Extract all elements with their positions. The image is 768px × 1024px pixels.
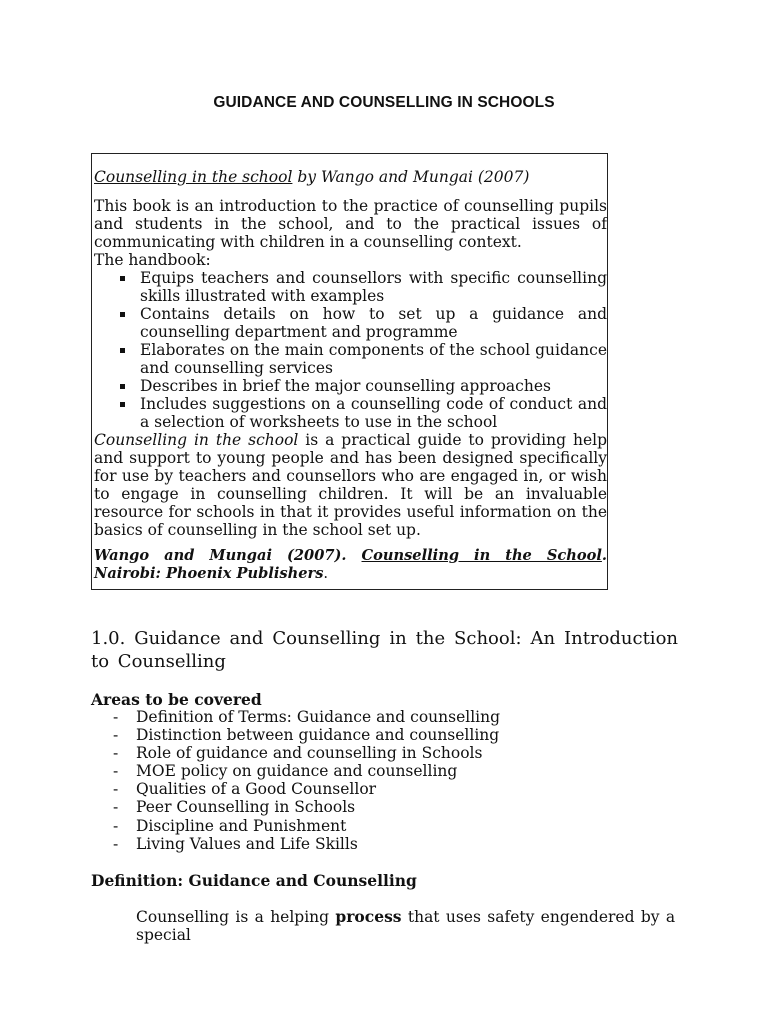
handbook-label: The handbook: [94,251,211,269]
book-title-link: Counselling in the school [94,168,293,186]
book-title-italic: Counselling in the school [94,431,299,449]
book-reference-line [94,168,607,186]
definition-keyword: process [335,907,402,926]
list-item: - Living Values and Life Skills [113,834,358,853]
areas-list [91,708,500,853]
list-item: - Peer Counselling in Schools [113,798,356,817]
list-item: - Definition of Terms: Guidance and counselling [113,708,501,726]
square-bullet-icon [120,402,125,407]
list-item: Elaborates on the main components of the school guidance and counselling services [120,341,607,377]
list-item: Describes in brief the major counselling approaches [120,377,607,395]
list-item: - Discipline and Punishment [113,816,347,835]
areas-heading: Areas to be covered [91,690,262,709]
book-summary-paragraph [94,431,607,539]
list-item: - Role of guidance and counselling in Schools [113,744,483,763]
square-bullet-icon [120,348,125,353]
square-bullet-icon [120,384,125,389]
book-summary-text: is a practical guide to providing help and support to young people and has been designed specifically for use by teachers and counsellors who are engaged in, or wish to engage in counselling children. It will be an invaluable resource for schools in that it provides useful information on the basics of counselling in the school set up. [94,431,607,539]
definition-heading: Definition: Guidance and Counselling [91,871,417,890]
list-item: Equips teachers and counsellors with specific counselling skills illustrated with examples [120,269,607,305]
square-bullet-icon [120,276,125,281]
list-item: Contains details on how to set up a guidance and counselling department and programme [120,305,607,341]
list-item: Includes suggestions on a counselling code of conduct and a selection of worksheets to use in the school [120,395,607,431]
handbook-bullet-list [94,269,607,431]
square-bullet-icon [120,312,125,317]
list-item: - MOE policy on guidance and counselling [113,762,458,781]
book-authors: by Wango and Mungai (2007) [292,168,530,186]
book-intro: This book is an introduction to the practice of counselling pupils and students in the school, and to the practical issues of communicating with children in a counselling context. [94,197,607,251]
section-heading: 1.0. Guidance and Counselling in the School: An Introduction to Counselling [91,628,678,672]
definition-paragraph: Counselling is a helping process that uses safety engendered by a special [136,907,676,944]
list-item: - Qualities of a Good Counsellor [113,780,377,799]
document-title: GUIDANCE AND COUNSELLING IN SCHOOLS [213,94,555,111]
citation-title: Counselling in the School [361,547,602,564]
book-summary-box [91,153,608,590]
list-item: - Distinction between guidance and counselling [113,726,500,745]
book-citation: Wango and Mungai (2007). Counselling in the School. Nairobi: Phoenix Publishers. [94,547,607,582]
